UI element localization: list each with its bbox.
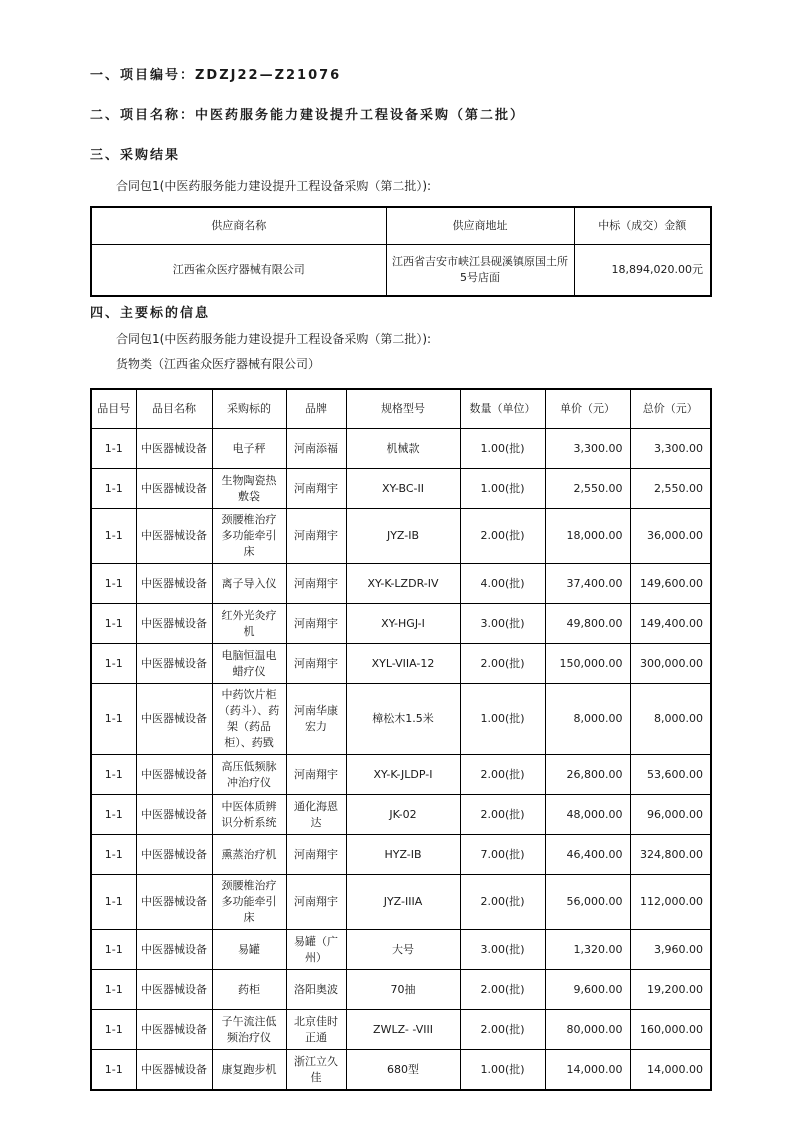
column-header: 总价（元） (630, 389, 711, 429)
column-header: 规格型号 (346, 389, 460, 429)
table-cell: 1-1 (91, 970, 136, 1010)
project-number-heading: 一、项目编号：ZDZJ22—Z21076 (90, 68, 342, 83)
table-cell: 1-1 (91, 1010, 136, 1050)
table-cell: 1,320.00 (545, 930, 630, 970)
table-cell: 14,000.00 (630, 1050, 711, 1091)
main-info-heading: 四、主要标的信息 (90, 306, 211, 321)
table-cell: JYZ-IIIA (346, 875, 460, 930)
table-cell: 56,000.00 (545, 875, 630, 930)
table-row (91, 795, 711, 835)
table-cell: 3.00(批) (460, 930, 545, 970)
table-row (91, 245, 711, 297)
items-table-header-row (91, 389, 711, 429)
table-cell: 河南翔宇 (286, 644, 346, 684)
table-cell: 机械款 (346, 429, 460, 469)
items-table-body (91, 429, 711, 1091)
table-cell: 1.00(批) (460, 469, 545, 509)
table-cell: 2.00(批) (460, 644, 545, 684)
table-row (91, 509, 711, 564)
table-row (91, 604, 711, 644)
table-cell: 18,000.00 (545, 509, 630, 564)
table-cell: 颈腰椎治疗多功能牵引床 (212, 509, 286, 564)
table-cell: XY-BC-II (346, 469, 460, 509)
table-cell: 1-1 (91, 509, 136, 564)
table-cell: ZWLZ- -VIII (346, 1010, 460, 1050)
table-row (91, 835, 711, 875)
table-cell: 北京佳时正通 (286, 1010, 346, 1050)
table-cell: XY-K-JLDP-I (346, 755, 460, 795)
table-cell: 中医器械设备 (136, 755, 212, 795)
table-cell: 150,000.00 (545, 644, 630, 684)
table-cell: 中医器械设备 (136, 469, 212, 509)
table-cell: JK-02 (346, 795, 460, 835)
table-cell: 中医体质辨识分析系统 (212, 795, 286, 835)
table-cell: 2.00(批) (460, 795, 545, 835)
table-cell: 37,400.00 (545, 564, 630, 604)
table-cell: 14,000.00 (545, 1050, 630, 1091)
table-cell: 8,000.00 (630, 684, 711, 755)
table-row (91, 755, 711, 795)
table-cell: 96,000.00 (630, 795, 711, 835)
table-row (91, 930, 711, 970)
table-cell: 53,600.00 (630, 755, 711, 795)
table-cell: 36,000.00 (630, 509, 711, 564)
table-cell: 中医器械设备 (136, 1010, 212, 1050)
table-cell: 1-1 (91, 429, 136, 469)
items-table (90, 388, 712, 1091)
table-cell: 1-1 (91, 930, 136, 970)
column-header: 采购标的 (212, 389, 286, 429)
table-cell: 1-1 (91, 755, 136, 795)
table-cell: 康复跑步机 (212, 1050, 286, 1091)
main-info-package-line: 合同包1(中医药服务能力建设提升工程设备采购（第二批）): (116, 332, 432, 346)
table-cell: HYZ-IB (346, 835, 460, 875)
table-cell: 江西省吉安市峡江县砚溪镇原国土所5号店面 (386, 245, 574, 297)
table-cell: 江西雀众医疗器械有限公司 (91, 245, 386, 297)
table-cell: 中医器械设备 (136, 875, 212, 930)
table-cell: 2.00(批) (460, 970, 545, 1010)
table-cell: 70抽 (346, 970, 460, 1010)
table-cell: 河南翔宇 (286, 755, 346, 795)
table-cell: 1.00(批) (460, 1050, 545, 1091)
table-cell: 红外光灸疗机 (212, 604, 286, 644)
result-package-line: 合同包1(中医药服务能力建设提升工程设备采购（第二批）): (116, 179, 432, 193)
table-cell: 18,894,020.00元 (574, 245, 711, 297)
table-cell: XY-HGJ-I (346, 604, 460, 644)
supplier-table-body (91, 245, 711, 297)
table-cell: 160,000.00 (630, 1010, 711, 1050)
supplier-table (90, 206, 712, 297)
table-cell: 河南华康宏力 (286, 684, 346, 755)
column-header: 品牌 (286, 389, 346, 429)
table-cell: 离子导入仪 (212, 564, 286, 604)
table-cell: 19,200.00 (630, 970, 711, 1010)
table-row (91, 644, 711, 684)
table-cell: 2,550.00 (545, 469, 630, 509)
table-cell: 48,000.00 (545, 795, 630, 835)
table-cell: 3,300.00 (545, 429, 630, 469)
table-cell: 河南添福 (286, 429, 346, 469)
procurement-result-heading: 三、采购结果 (90, 148, 181, 163)
table-cell: 1-1 (91, 469, 136, 509)
table-cell: 8,000.00 (545, 684, 630, 755)
table-cell: 电子秤 (212, 429, 286, 469)
table-cell: JYZ-IB (346, 509, 460, 564)
table-row (91, 469, 711, 509)
table-cell: 1-1 (91, 1050, 136, 1091)
table-cell: 26,800.00 (545, 755, 630, 795)
table-row (91, 684, 711, 755)
table-cell: 河南翔宇 (286, 604, 346, 644)
table-cell: 1-1 (91, 684, 136, 755)
table-cell: 9,600.00 (545, 970, 630, 1010)
table-row (91, 564, 711, 604)
table-cell: 中医器械设备 (136, 509, 212, 564)
table-cell: 1.00(批) (460, 684, 545, 755)
table-cell: 子午流注低频治疗仪 (212, 1010, 286, 1050)
table-cell: 颈腰椎治疗多功能牵引床 (212, 875, 286, 930)
table-cell: XYL-VIIA-12 (346, 644, 460, 684)
goods-category-line: 货物类（江西雀众医疗器械有限公司） (116, 357, 321, 371)
table-cell: 河南翔宇 (286, 509, 346, 564)
table-cell: 河南翔宇 (286, 564, 346, 604)
table-row (91, 970, 711, 1010)
table-cell: 7.00(批) (460, 835, 545, 875)
table-cell: 46,400.00 (545, 835, 630, 875)
table-cell: 中医器械设备 (136, 564, 212, 604)
table-cell: 电脑恒温电蜡疗仪 (212, 644, 286, 684)
project-name-heading: 二、项目名称：中医药服务能力建设提升工程设备采购（第二批） (90, 108, 526, 123)
table-cell: 1-1 (91, 604, 136, 644)
table-cell: 324,800.00 (630, 835, 711, 875)
table-cell: 中医器械设备 (136, 930, 212, 970)
table-cell: 中医器械设备 (136, 795, 212, 835)
table-cell: 中医器械设备 (136, 429, 212, 469)
table-cell: 中医器械设备 (136, 1050, 212, 1091)
table-cell: 1-1 (91, 564, 136, 604)
table-cell: 生物陶瓷热敷袋 (212, 469, 286, 509)
table-cell: 4.00(批) (460, 564, 545, 604)
table-cell: 高压低频脉冲治疗仪 (212, 755, 286, 795)
table-cell: 49,800.00 (545, 604, 630, 644)
table-cell: 河南翔宇 (286, 469, 346, 509)
table-cell: 1-1 (91, 835, 136, 875)
table-cell: 680型 (346, 1050, 460, 1091)
table-cell: 樟松木1.5米 (346, 684, 460, 755)
table-cell: 80,000.00 (545, 1010, 630, 1050)
table-row (91, 1050, 711, 1091)
table-cell: XY-K-LZDR-IV (346, 564, 460, 604)
table-cell: 中医器械设备 (136, 835, 212, 875)
table-cell: 洛阳奥波 (286, 970, 346, 1010)
table-cell: 3,960.00 (630, 930, 711, 970)
table-cell: 中医器械设备 (136, 970, 212, 1010)
table-cell: 易罐 (212, 930, 286, 970)
table-cell: 112,000.00 (630, 875, 711, 930)
table-cell: 2.00(批) (460, 875, 545, 930)
table-cell: 易罐（广州） (286, 930, 346, 970)
table-cell: 河南翔宇 (286, 835, 346, 875)
table-cell: 药柜 (212, 970, 286, 1010)
table-cell: 中医器械设备 (136, 644, 212, 684)
table-row (91, 875, 711, 930)
column-header: 品目名称 (136, 389, 212, 429)
table-cell: 河南翔宇 (286, 875, 346, 930)
table-cell: 149,400.00 (630, 604, 711, 644)
column-header: 供应商名称 (91, 207, 386, 245)
table-row (91, 429, 711, 469)
table-cell: 中药饮片柜（药斗）、药架（药品柜）、药戥 (212, 684, 286, 755)
table-cell: 2.00(批) (460, 509, 545, 564)
column-header: 中标（成交）金额 (574, 207, 711, 245)
table-cell: 中医器械设备 (136, 604, 212, 644)
table-cell: 2.00(批) (460, 755, 545, 795)
table-cell: 3.00(批) (460, 604, 545, 644)
table-cell: 浙江立久佳 (286, 1050, 346, 1091)
column-header: 供应商地址 (386, 207, 574, 245)
table-cell: 1-1 (91, 644, 136, 684)
table-cell: 中医器械设备 (136, 684, 212, 755)
column-header: 单价（元） (545, 389, 630, 429)
column-header: 数量（单位） (460, 389, 545, 429)
table-cell: 2,550.00 (630, 469, 711, 509)
table-cell: 通化海恩达 (286, 795, 346, 835)
table-cell: 3,300.00 (630, 429, 711, 469)
column-header: 品目号 (91, 389, 136, 429)
table-cell: 1-1 (91, 795, 136, 835)
table-cell: 1.00(批) (460, 429, 545, 469)
table-cell: 2.00(批) (460, 1010, 545, 1050)
table-cell: 300,000.00 (630, 644, 711, 684)
table-cell: 熏蒸治疗机 (212, 835, 286, 875)
table-cell: 1-1 (91, 875, 136, 930)
table-row (91, 1010, 711, 1050)
supplier-table-header-row (91, 207, 711, 245)
table-cell: 大号 (346, 930, 460, 970)
table-cell: 149,600.00 (630, 564, 711, 604)
